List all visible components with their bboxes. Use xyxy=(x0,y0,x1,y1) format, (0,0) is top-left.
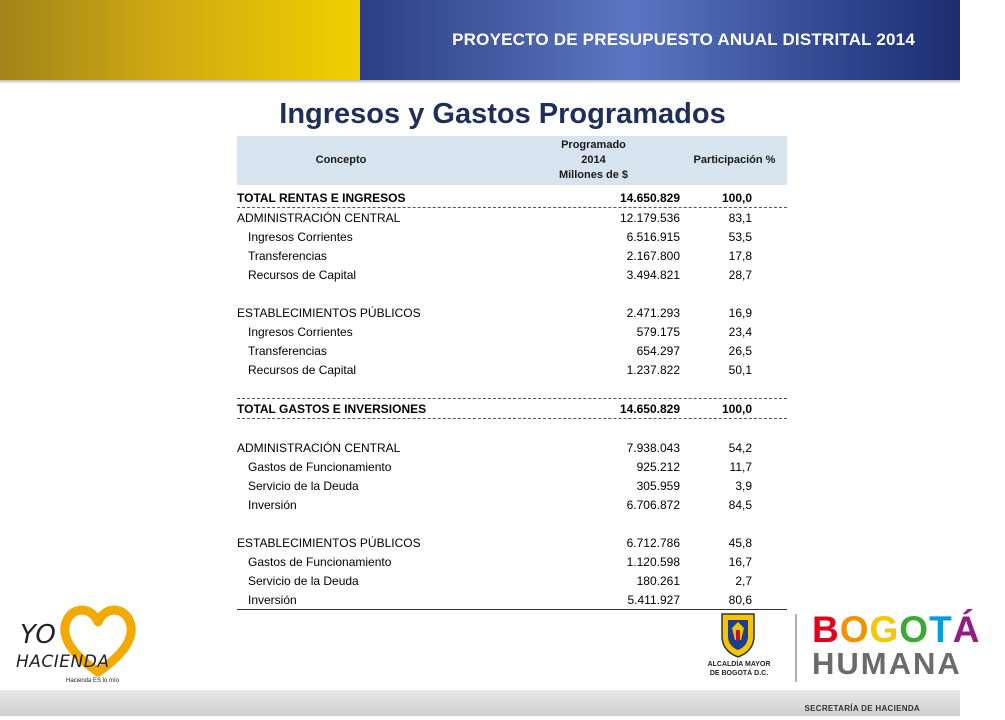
bogota-letter: Á xyxy=(952,609,981,650)
row-programado: 6.706.872 xyxy=(626,497,680,512)
yo-text: YO xyxy=(20,620,56,650)
row-concept: TOTAL RENTAS E INGRESOS xyxy=(237,190,406,205)
row-programado: 14.650.829 xyxy=(619,401,680,416)
row-concept: ESTABLECIMIENTOS PÚBLICOS xyxy=(237,535,421,550)
header-shadow xyxy=(0,80,960,84)
row-programado: 579.175 xyxy=(636,324,680,339)
yo-hacienda-logo xyxy=(16,606,128,688)
bogota-humana-logo-top xyxy=(812,609,981,650)
row-programado: 14.650.829 xyxy=(619,190,680,205)
row-concept: Gastos de Funcionamiento xyxy=(248,554,392,569)
row-programado: 2.471.293 xyxy=(626,305,680,320)
row-participacion: 16,7 xyxy=(728,554,752,569)
spacer-row xyxy=(237,514,787,533)
bogota-shield-icon xyxy=(718,612,758,658)
programado-line-1: Programado xyxy=(561,139,626,151)
footer-text: SECRETARÍA DE HACIENDA xyxy=(804,704,920,713)
row-programado: 180.261 xyxy=(636,573,680,588)
table-row xyxy=(237,533,787,552)
row-participacion: 23,4 xyxy=(728,324,752,339)
row-concept: TOTAL GASTOS E INVERSIONES xyxy=(237,401,427,416)
bogota-letter: B xyxy=(812,609,840,650)
hacienda-slogan: Hacienda ES lo mío xyxy=(66,678,120,684)
row-concept: Gastos de Funcionamiento xyxy=(248,459,392,474)
row-programado: 654.297 xyxy=(636,343,680,358)
row-concept: Inversión xyxy=(248,497,297,512)
header-gold-band xyxy=(0,0,360,80)
row-participacion: 28,7 xyxy=(728,267,752,282)
row-concept: ADMINISTRACIÓN CENTRAL xyxy=(237,210,401,225)
row-participacion: 50,1 xyxy=(728,362,752,377)
table-row xyxy=(237,552,787,571)
row-participacion: 80,6 xyxy=(728,592,752,607)
row-participacion: 53,5 xyxy=(728,229,752,244)
row-participacion: 54,2 xyxy=(728,440,752,455)
row-programado: 305.959 xyxy=(636,478,680,493)
page-title: Ingresos y Gastos Programados xyxy=(279,98,726,130)
row-participacion: 17,8 xyxy=(728,248,752,263)
row-concept: Servicio de la Deuda xyxy=(248,478,359,493)
row-programado: 1.120.598 xyxy=(626,554,680,569)
spacer-row xyxy=(237,419,787,438)
row-programado: 2.167.800 xyxy=(626,248,680,263)
table-row xyxy=(237,438,787,457)
table-row xyxy=(237,188,787,208)
hacienda-text: HACIENDA xyxy=(16,652,110,672)
table-row xyxy=(237,303,787,322)
alcaldia-line-1: ALCALDÍA MAYOR xyxy=(707,661,771,668)
spacer-row xyxy=(237,284,787,303)
row-programado: 925.212 xyxy=(636,459,680,474)
row-programado: 5.411.927 xyxy=(627,592,680,607)
table-row xyxy=(237,590,787,609)
header-title: PROYECTO DE PRESUPUESTO ANUAL DISTRITAL 2014 xyxy=(452,30,915,49)
row-concept: Inversión xyxy=(248,592,297,607)
row-participacion: 26,5 xyxy=(728,343,752,358)
table-row xyxy=(237,457,787,476)
table-row xyxy=(237,227,787,246)
logo-divider xyxy=(795,614,797,682)
row-concept: Recursos de Capital xyxy=(248,267,357,282)
row-participacion: 100,0 xyxy=(721,190,752,205)
programado-line-2: 2014 xyxy=(581,154,606,166)
alcaldia-line-2: DE BOGOTÁ D.C. xyxy=(709,670,769,677)
spacer-row xyxy=(237,379,787,398)
table-row xyxy=(237,476,787,495)
row-participacion: 100,0 xyxy=(721,401,752,416)
bogota-letter: O xyxy=(899,609,930,650)
row-programado: 1.237.822 xyxy=(626,362,680,377)
bogota-letter: T xyxy=(929,609,953,650)
table-row xyxy=(237,265,787,284)
table-row xyxy=(237,398,787,419)
row-concept: Transferencias xyxy=(248,343,327,358)
row-concept: ESTABLECIMIENTOS PÚBLICOS xyxy=(237,305,421,320)
budget-table xyxy=(237,136,787,610)
row-concept: Servicio de la Deuda xyxy=(248,573,359,588)
row-participacion: 45,8 xyxy=(728,535,752,550)
table-header xyxy=(237,136,787,185)
row-concept: Ingresos Corrientes xyxy=(248,324,353,339)
row-programado: 12.179.536 xyxy=(619,210,680,225)
table-row xyxy=(237,246,787,265)
row-concept: Transferencias xyxy=(248,248,327,263)
bogota-letter: O xyxy=(839,609,870,650)
programado-line-3: Millones de $ xyxy=(558,169,629,181)
row-participacion: 3,9 xyxy=(735,478,752,493)
table-row xyxy=(237,360,787,379)
alcaldia-label xyxy=(703,660,775,678)
column-header-programado xyxy=(445,136,682,185)
row-programado: 3.494.821 xyxy=(626,267,680,282)
table-row xyxy=(237,495,787,514)
row-concept: ADMINISTRACIÓN CENTRAL xyxy=(237,440,401,455)
row-participacion: 11,7 xyxy=(729,459,752,474)
row-concept: Ingresos Corrientes xyxy=(248,229,353,244)
table-bottom-border xyxy=(237,609,787,610)
row-participacion: 2,7 xyxy=(735,573,752,588)
table-row xyxy=(237,571,787,590)
row-concept: Recursos de Capital xyxy=(248,362,357,377)
row-programado: 6.712.786 xyxy=(626,535,680,550)
row-participacion: 83,1 xyxy=(728,210,752,225)
humana-part-1: HU xyxy=(812,646,861,681)
bogota-letter: G xyxy=(869,609,900,650)
humana-part-2: MANA xyxy=(860,646,962,681)
column-header-participacion: Participación % xyxy=(693,154,776,166)
row-participacion: 16,9 xyxy=(728,305,752,320)
bogota-humana-logo-bottom xyxy=(812,648,962,680)
row-programado: 7.938.043 xyxy=(626,440,680,455)
row-participacion: 84,5 xyxy=(728,497,752,512)
table-row xyxy=(237,341,787,360)
table-row xyxy=(237,208,787,227)
table-row xyxy=(237,322,787,341)
column-header-concepto: Concepto xyxy=(315,154,367,166)
row-programado: 6.516.915 xyxy=(626,229,680,244)
